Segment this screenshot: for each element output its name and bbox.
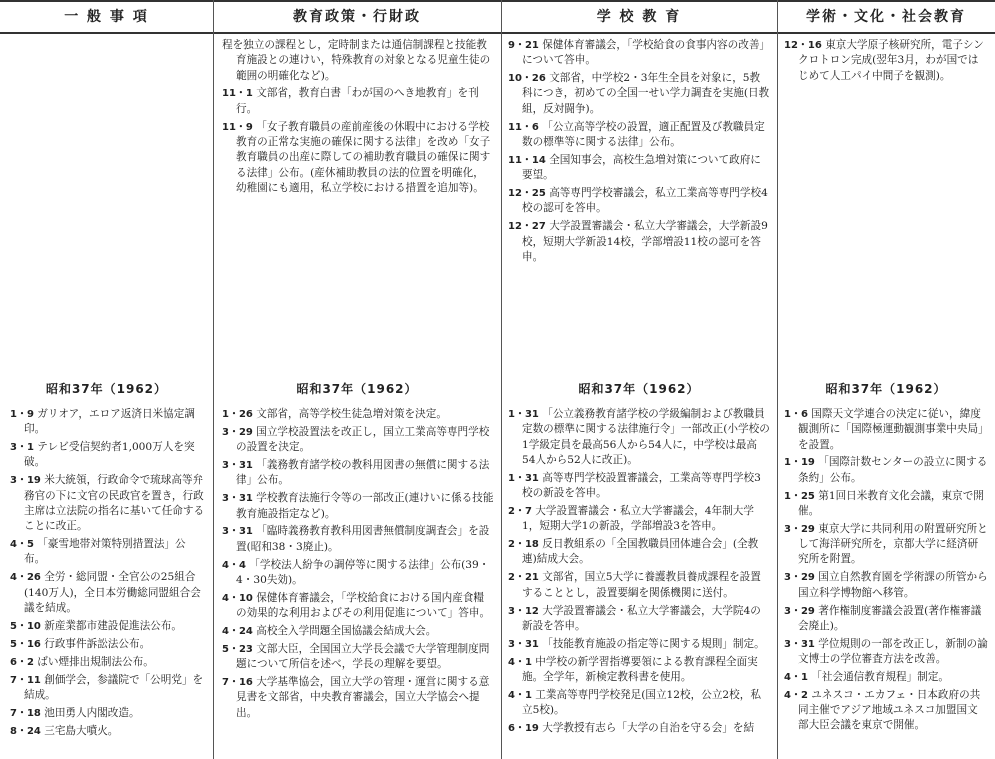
bottom-col-school: [508, 407, 770, 739]
entry-text: 東京大学原子核研究所，電子シンクロトロン完成(翌年3月，わが国ではじめて人工パイ中間子を観測)。: [798, 39, 984, 82]
bottom-col-general: [10, 407, 206, 741]
entry-date: 11・14: [508, 154, 546, 166]
timeline-entry: [508, 219, 770, 265]
timeline-entry: [222, 642, 494, 673]
timeline-entry: [784, 38, 988, 84]
header-education-policy: 教育政策・行財政: [293, 9, 421, 25]
entry-text: 文部省，国立5大学に養護教員養成課程を設置することとし，設置要綱を関係機関に送付。: [522, 571, 761, 599]
entry-text: 大学基準協会，国立大学の管理・運営に関する意見書を文部省，中央教育審議会，国立大学協会へ提出。: [236, 676, 490, 719]
entry-date: 6・19: [508, 722, 539, 734]
entry-text: 全労・総同盟・全官公の25組合(140万人)，全日本労働総同盟組合会議を結成。: [24, 571, 201, 614]
timeline-entry: [784, 407, 988, 453]
timeline-entry: [222, 407, 494, 422]
timeline-entry: [10, 619, 206, 634]
timeline-entry: [784, 604, 988, 635]
timeline-entry: [10, 637, 206, 652]
entry-text: 大学設置審議会・私立大学審議会，4年制大学1，短期大学1の新設，学部増設3を答申。: [522, 504, 754, 533]
entry-date: 1・26: [222, 409, 253, 420]
entry-text: 「義務教育諸学校の教科用図書の無償に関する法律」公布。: [236, 459, 490, 487]
entry-date: 6・2: [10, 656, 34, 668]
entry-text: 行政事件訴訟法公布。: [44, 637, 151, 650]
timeline-entry: [222, 86, 494, 117]
entry-text: 全国知事会，高校生急増対策について政府に要望。: [522, 153, 761, 182]
timeline-entry: [784, 670, 988, 685]
entry-date: 3・12: [508, 605, 539, 617]
entry-date: 11・6: [508, 121, 539, 133]
entry-text: ガリオア，エロア返済日米協定調印。: [24, 408, 195, 436]
entry-date: 3・29: [784, 523, 815, 535]
timeline-entry: [10, 570, 206, 616]
column-header-row: [0, 0, 995, 34]
entry-date: 3・29: [222, 426, 253, 438]
entry-text: 保健体育審議会，「学校給食の食事内容の改善」について答申。: [522, 39, 771, 67]
entry-date: 11・9: [222, 121, 253, 133]
timeline-entry: [784, 522, 988, 568]
entry-date: 1・6: [784, 409, 808, 420]
year-label: 昭和37年（1962）: [578, 382, 700, 396]
entry-date: 4・2: [784, 689, 808, 701]
entry-date: 3・31: [784, 638, 815, 650]
entry-text: 米大統領，行政命令で琉球高等弁務官の下に文官の民政官を置き，行政主席は立法院の指名に基いて任命することに改正。: [24, 474, 205, 533]
entry-date: 5・16: [10, 638, 41, 650]
entry-text: 池田勇人内閣改造。: [44, 706, 140, 719]
entry-text: 第1回日米教育文化会議，東京で開催。: [798, 489, 984, 517]
timeline-entry: [222, 38, 494, 84]
entry-text: 「臨時義務教育教科用図書無償制度調査会」を設置(昭和38・3廃止)。: [236, 525, 490, 553]
entry-text: 文部省，高等学校生徒急増対策を決定。: [256, 408, 447, 420]
entry-date: 2・7: [508, 505, 532, 517]
entry-text: 工業高等専門学校発足(国立12校，公立2校，私立5校)。: [522, 688, 761, 717]
entry-date: 11・1: [222, 88, 253, 100]
timeline-entry: [508, 120, 770, 151]
entry-text: 程を独立の課程とし，定時制または通信制課程と技能教育施設との連けい，特殊教育の対象となる児童生徒の範囲の明確化など)。: [222, 39, 491, 82]
timeline-entry: [784, 688, 988, 734]
timeline-entry: [222, 425, 494, 456]
top-col-school: [508, 38, 770, 268]
entry-date: 10・26: [508, 73, 546, 85]
timeline-entry: [508, 537, 770, 568]
entry-text: 「国際計数センターの設立に関する条約」公布。: [798, 456, 988, 484]
entry-text: 大学設置審議会・私立大学審議会，大学新設9校，短期大学新設14校，学部増設11校の認可を答申。: [522, 220, 768, 263]
entry-date: 4・1: [508, 656, 532, 668]
timeline-entry: [508, 637, 770, 652]
entry-text: 反日教組系の「全国教職員団体連合会」(全教連)結成大会。: [522, 538, 759, 566]
top-col-academic: [784, 38, 988, 86]
entry-text: 学位規則の一部を改正し，新制の論文博士の学位審査方法を改善。: [798, 637, 988, 666]
entry-date: 1・25: [784, 490, 815, 502]
timeline-entry: [508, 570, 770, 601]
timeline-entry: [10, 537, 206, 568]
header-academic-culture: 学術・文化・社会教育: [806, 9, 966, 25]
entry-date: 4・24: [222, 626, 253, 638]
entry-date: 3・31: [508, 638, 539, 650]
entry-date: 1・31: [508, 409, 539, 420]
entry-date: 1・19: [784, 457, 815, 469]
timeline-entry: [10, 706, 206, 721]
entry-text: 保健体育審議会，「学校給食における国内産食糧の効果的な利用およびその利用促進について」答申。: [236, 591, 491, 620]
entry-text: 高等専門学校設置審議会，工業高等専門学校3校の新設を答申。: [522, 471, 761, 500]
timeline-entry: [222, 558, 494, 589]
entry-date: 3・19: [10, 475, 41, 487]
timeline-entry: [508, 407, 770, 468]
entry-text: 高校全入学問題全国協議会結成大会。: [256, 625, 437, 638]
entry-date: 5・23: [222, 643, 253, 655]
entry-text: ばい煙排出規制法公布。: [37, 655, 154, 668]
entry-text: 著作権制度審議会設置(著作権審議会廃止)。: [798, 604, 982, 632]
entry-text: 国立自然教育園を学術課の所管から国立科学博物館へ移管。: [798, 571, 988, 599]
entry-date: 2・18: [508, 539, 539, 551]
entry-text: 大学教授有志ら「大学の自治を守る会」を結: [542, 721, 755, 734]
entry-date: 7・18: [10, 707, 41, 719]
entry-date: 12・27: [508, 221, 546, 233]
timeline-entry: [508, 71, 770, 117]
entry-text: 国際天文学連合の決定に従い，緯度観測所に「国際極運動観測事業中央局」を設置。: [798, 408, 984, 451]
entry-text: 文部大臣，全国国立大学長会議で大学管理制度問題について所信を述べ，学長の理解を要望。: [236, 642, 490, 671]
entry-text: 国立学校設置法を改正し，国立工業高等専門学校の設置を決定。: [236, 425, 490, 454]
entry-text: 「女子教育職員の産前産後の休暇中における学校教育の正常な実施の確保に関する法律」を改め「女子教育職員の出産に際しての補助教育職員の確保に関する法律」公布。(産休補助教員の法的位置を明確化，幼稚園にも適用，私立学校における措置を追加等)。: [236, 120, 491, 194]
entry-text: 「技能教育施設の指定等に関する規則」制定。: [542, 637, 765, 650]
entry-date: 1・31: [508, 472, 539, 484]
entry-text: 中学校の新学習指導要領による教育課程全面実施。全学年，新検定教科書を使用。: [522, 655, 758, 683]
timeline-entry: [10, 673, 206, 704]
entry-text: 「学校法人紛争の調停等に関する法律」公布(39・4・30失効)。: [236, 558, 490, 586]
entry-text: 高等専門学校審議会，私立工業高等専門学校4校の認可を答申。: [522, 187, 768, 215]
entry-text: 文部省，中学校2・3年生全員を対象に，5教科につき，初めての全国一せい学力調査を実施(日教組，反対闘争)。: [522, 72, 770, 115]
timeline-entry: [222, 120, 494, 196]
entry-text: 学校教育法施行令等の一部改正(連けいに係る技能教育施設指定など)。: [236, 492, 494, 520]
timeline-entry: [508, 655, 770, 686]
entry-date: 3・31: [222, 460, 253, 472]
entry-date: 4・1: [784, 671, 808, 683]
entry-date: 4・4: [222, 559, 246, 571]
entry-text: テレビ受信契約者1,000万人を突破。: [24, 441, 195, 469]
timeline-entry: [508, 688, 770, 719]
timeline-entry: [784, 637, 988, 668]
top-col-policy: [222, 38, 494, 199]
timeline-entry: [508, 604, 770, 635]
timeline-entry: [508, 721, 770, 736]
entry-date: 1・9: [10, 409, 34, 420]
year-label: 昭和37年（1962）: [825, 382, 947, 396]
entry-date: 3・31: [222, 526, 253, 538]
entry-date: 4・1: [508, 689, 532, 701]
bottom-col-academic: [784, 407, 988, 736]
timeline-entry: [508, 504, 770, 535]
entry-text: 文部省，教育白書「わが国のへき地教育」を刊行。: [236, 87, 479, 115]
entry-date: 3・29: [784, 572, 815, 584]
entry-date: 4・10: [222, 592, 253, 604]
timeline-entry: [10, 407, 206, 438]
timeline-entry: [508, 186, 770, 217]
timeline-entry: [10, 724, 206, 739]
entry-text: 「豪雪地帯対策特別措置法」公布。: [24, 538, 186, 566]
header-general-affairs: 一 般 事 項: [64, 9, 149, 25]
entry-text: 「社会通信教育規程」制定。: [811, 670, 950, 683]
entry-date: 4・26: [10, 572, 41, 584]
entry-text: 大学設置審議会・私立大学審議会，大学院4の新設を答申。: [522, 604, 761, 632]
entry-date: 4・5: [10, 539, 34, 551]
entry-date: 12・16: [784, 40, 822, 51]
timeline-entry: [222, 591, 494, 622]
timeline-entry: [222, 491, 494, 522]
entry-text: 新産業都市建設促進法公布。: [44, 619, 182, 632]
entry-date: 7・11: [10, 674, 41, 686]
timeline-entry: [508, 38, 770, 69]
entry-date: 5・10: [10, 620, 41, 632]
entry-date: 3・31: [222, 493, 253, 505]
timeline-entry: [222, 675, 494, 721]
timeline-entry: [508, 153, 770, 184]
timeline-entry: [784, 455, 988, 486]
entry-text: 「公立義務教育諸学校の学級編制および教職員定数の標準に関する法律施行令」一部改正(小学校の1学級定員を最高56人から54人に，中学校は最高54人から52人に改正)。: [522, 408, 770, 466]
timeline-entry: [10, 473, 206, 534]
year-label: 昭和37年（1962）: [45, 382, 168, 396]
timeline-entry: [10, 440, 206, 471]
entry-text: 三宅島大噴火。: [44, 724, 119, 737]
timeline-entry: [10, 655, 206, 670]
entry-text: 東京大学に共同利用の附置研究所として海洋研究所を，京都大学に経済研究所を附置。: [798, 522, 988, 566]
bottom-col-policy: [222, 407, 494, 724]
timeline-entry: [222, 624, 494, 639]
entry-date: 9・21: [508, 40, 539, 51]
entry-date: 7・16: [222, 677, 253, 689]
entry-date: 3・29: [784, 605, 815, 617]
entry-date: 2・21: [508, 572, 539, 584]
year-label: 昭和37年（1962）: [296, 382, 418, 396]
entry-date: 8・24: [10, 725, 41, 737]
timeline-entry: [222, 458, 494, 489]
timeline-entry: [784, 570, 988, 601]
header-school-education: 学 校 教 育: [596, 9, 682, 25]
entry-date: 3・1: [10, 442, 34, 454]
entry-text: 創価学会，参議院で「公明党」を結成。: [24, 673, 204, 701]
entry-text: ユネスコ・エカフェ・日本政府の共同主催でアジア地域ユネスコ加盟国文部大臣会議を東京で開催。: [798, 688, 981, 732]
entry-text: 「公立高等学校の設置，適正配置及び教職員定数の標準等に関する法律」公布。: [522, 120, 765, 148]
timeline-entry: [222, 524, 494, 555]
timeline-entry: [508, 471, 770, 502]
timeline-entry: [784, 489, 988, 520]
entry-date: 12・25: [508, 188, 546, 200]
